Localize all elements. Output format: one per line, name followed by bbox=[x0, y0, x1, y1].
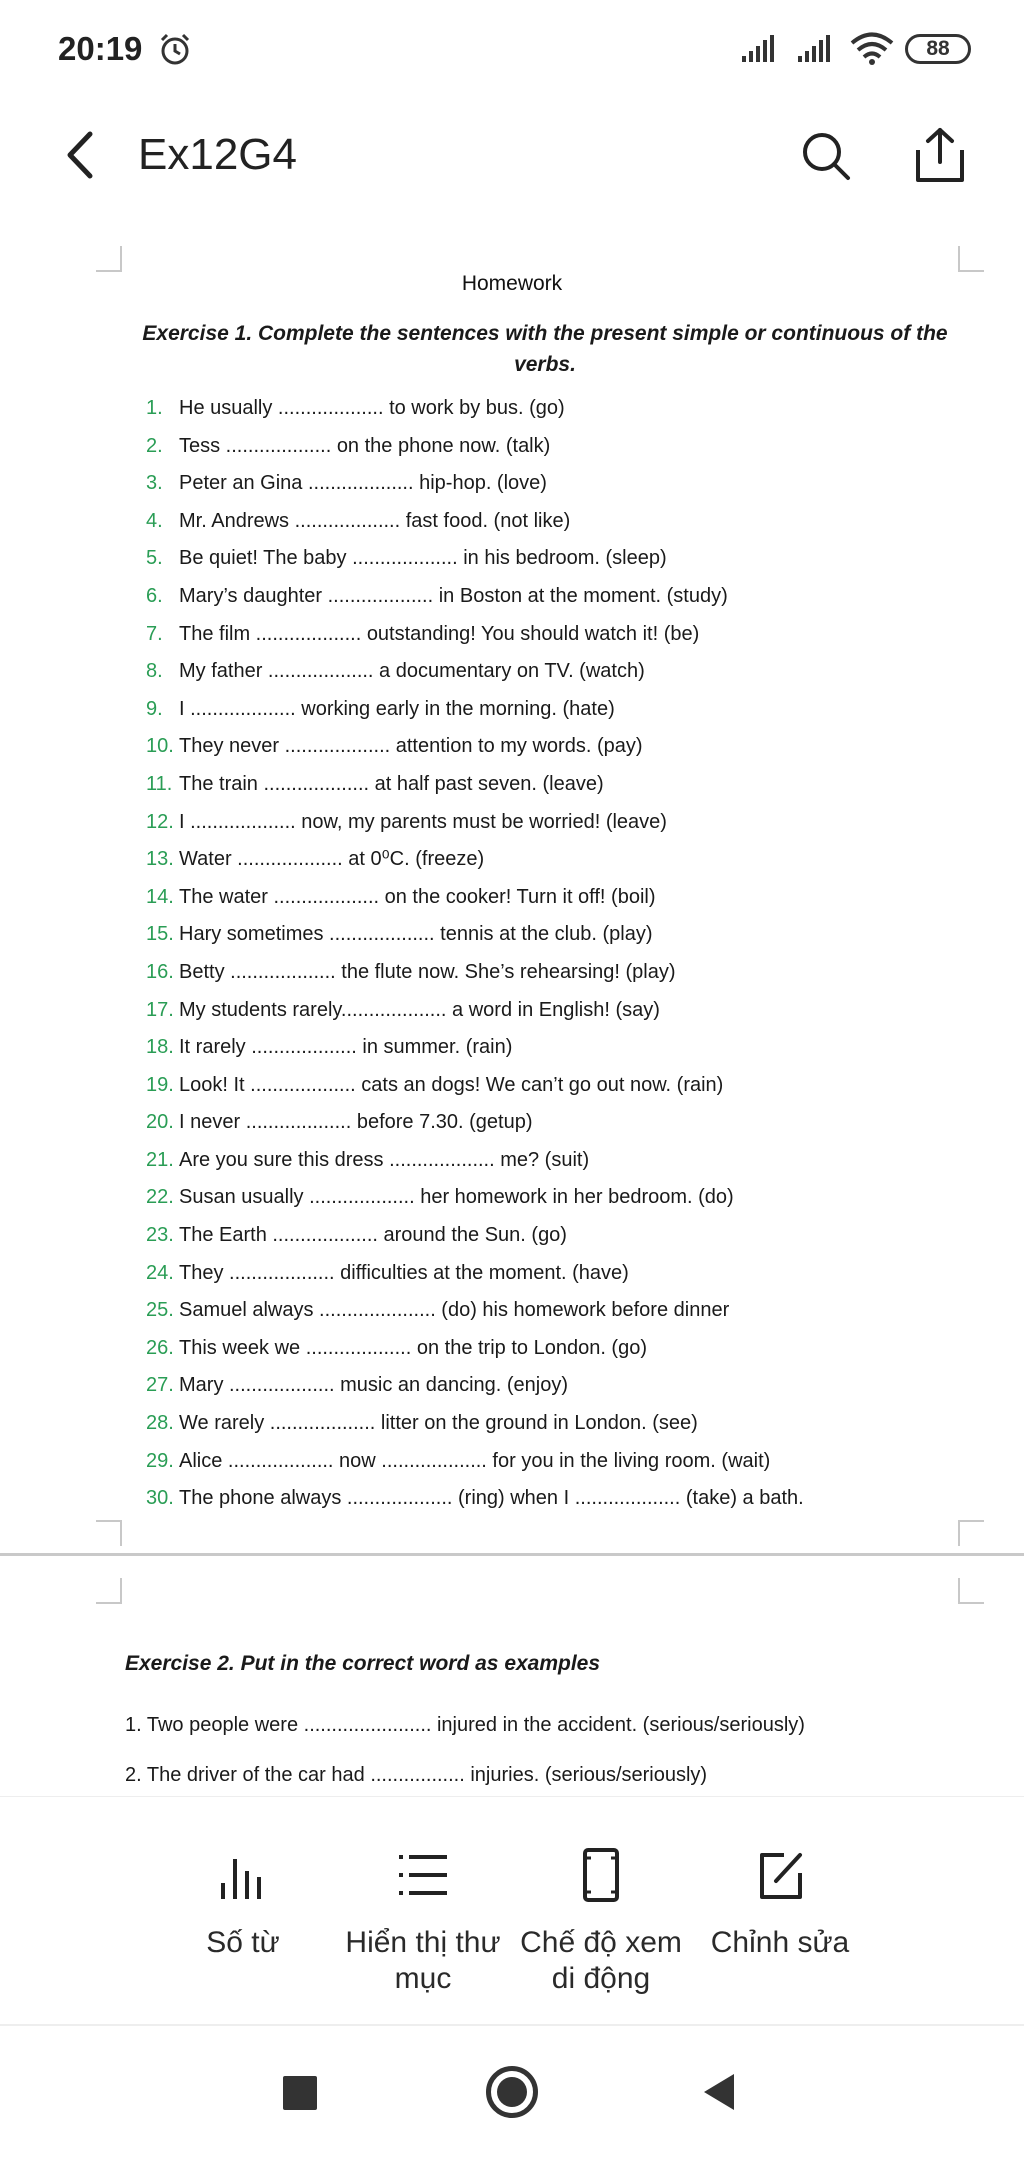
item-text: I never ................... before 7.30. (getup) bbox=[179, 1111, 533, 1134]
mobile-view-label: Chế độ xem di động bbox=[520, 1926, 682, 1995]
item-text: They never ................... attention to my words. (pay) bbox=[179, 735, 643, 758]
homework-heading: Homework bbox=[461, 272, 563, 295]
item-text: Look! It ................... cats an dogs! We can’t go out now. (rain) bbox=[179, 1073, 724, 1096]
exercise-2-item: 1. Two people were ....................... injured in the accident. (serious/seriously) bbox=[125, 1714, 805, 1736]
edit-button[interactable] bbox=[690, 1845, 870, 1961]
back-icon[interactable] bbox=[704, 2074, 734, 2110]
item-text: Mr. Andrews ................... fast food. (not like) bbox=[179, 509, 571, 532]
item-number: 21. bbox=[146, 1148, 174, 1171]
item-text: He usually ................... to work by bus. (go) bbox=[179, 397, 565, 419]
exercise-1-item bbox=[146, 578, 906, 616]
item-text: Mary’s daughter ................... in Boston at the moment. (study) bbox=[179, 584, 728, 607]
exercise-1-item bbox=[146, 1142, 906, 1180]
item-text: Be quiet! The baby ................... in his bedroom. (sleep) bbox=[179, 547, 667, 570]
exercise-2-item: 2. The driver of the car had ................. injuries. (serious/seriously) bbox=[125, 1764, 708, 1786]
exercise-1-item bbox=[146, 653, 906, 691]
mobile-view-button[interactable] bbox=[511, 1845, 691, 1997]
back-arrow-icon[interactable] bbox=[60, 130, 100, 180]
item-number: 18. bbox=[146, 1036, 174, 1059]
page-corner-mark bbox=[958, 1520, 984, 1546]
item-number: 30. bbox=[146, 1487, 174, 1510]
search-icon[interactable] bbox=[800, 130, 852, 182]
exercise-1-item bbox=[146, 1179, 906, 1217]
exercise-1-item bbox=[146, 1480, 906, 1518]
wifi-icon bbox=[850, 32, 894, 66]
exercise-1-item bbox=[146, 1405, 906, 1443]
page-corner-mark bbox=[96, 246, 122, 272]
exercise-1-item bbox=[146, 428, 906, 466]
page-corner-mark bbox=[958, 1578, 984, 1604]
signal-icon bbox=[796, 34, 836, 64]
item-text: Tess ................... on the phone now. (talk) bbox=[179, 434, 551, 457]
item-text: My students rarely................... a word in English! (say) bbox=[179, 998, 660, 1021]
item-number: 6. bbox=[146, 584, 163, 607]
item-text: Are you sure this dress ................... me? (suit) bbox=[179, 1148, 590, 1171]
item-text: The water ................... on the cooker! Turn it off! (boil) bbox=[179, 885, 656, 908]
exercise-1-item bbox=[146, 390, 906, 428]
exercise-1-item bbox=[146, 540, 906, 578]
exercise-1-item bbox=[146, 1255, 906, 1293]
exercise-1-item bbox=[146, 1367, 906, 1405]
document-page-2[interactable] bbox=[0, 1556, 1024, 1796]
exercise-1-title: Exercise 1. Complete the sentences with the present simple or continuous of the verbs. bbox=[142, 322, 948, 376]
exercise-1-item bbox=[146, 616, 906, 654]
item-text: Alice ................... now ................... for you in the living room. (wait) bbox=[179, 1449, 771, 1472]
battery-icon: 88 bbox=[905, 34, 971, 64]
item-number: 13. bbox=[146, 848, 174, 871]
item-number: 2. bbox=[146, 434, 163, 457]
item-number: 7. bbox=[146, 622, 163, 645]
edit-label: Chỉnh sửa bbox=[710, 1926, 850, 1959]
status-time: 20:19 bbox=[58, 30, 143, 67]
document-page-1[interactable] bbox=[0, 230, 1024, 1552]
page-corner-mark bbox=[96, 1520, 122, 1546]
bottom-toolbar bbox=[0, 1796, 1024, 2026]
item-text: The film ................... outstanding! You should watch it! (be) bbox=[179, 622, 700, 645]
item-text: My father ................... a documentary on TV. (watch) bbox=[179, 660, 645, 683]
home-icon[interactable] bbox=[486, 2066, 538, 2118]
item-number: 22. bbox=[146, 1186, 174, 1209]
item-number: 3. bbox=[146, 472, 163, 495]
item-number: 19. bbox=[146, 1073, 174, 1096]
item-number: 23. bbox=[146, 1224, 174, 1247]
item-number: 4. bbox=[146, 509, 163, 532]
word-count-button[interactable] bbox=[153, 1845, 333, 1961]
exercise-1-item bbox=[146, 691, 906, 729]
item-number: 8. bbox=[146, 660, 163, 683]
item-text: They ................... difficulties at the moment. (have) bbox=[179, 1261, 629, 1284]
exercise-1-item bbox=[146, 465, 906, 503]
app-header bbox=[0, 110, 1024, 200]
recents-icon[interactable] bbox=[283, 2076, 317, 2110]
item-number: 5. bbox=[146, 547, 163, 570]
item-number: 20. bbox=[146, 1111, 174, 1134]
signal-icon bbox=[740, 34, 780, 64]
item-number: 27. bbox=[146, 1374, 174, 1397]
item-number: 10. bbox=[146, 735, 174, 758]
list-icon bbox=[393, 1845, 453, 1905]
exercise-1-item bbox=[146, 954, 906, 992]
exercise-1-item bbox=[146, 804, 906, 842]
exercise-1-item bbox=[146, 1217, 906, 1255]
item-number: 15. bbox=[146, 923, 174, 946]
system-nav-bar bbox=[0, 2030, 1024, 2162]
item-text: It rarely ................... in summer. (rain) bbox=[179, 1036, 513, 1059]
item-text: Susan usually ................... her homework in her bedroom. (do) bbox=[179, 1186, 734, 1209]
mobile-view-icon bbox=[571, 1845, 631, 1905]
item-text: This week we ................... on the trip to London. (go) bbox=[179, 1336, 647, 1359]
share-icon[interactable] bbox=[914, 126, 966, 184]
item-number: 16. bbox=[146, 960, 174, 983]
exercise-1-item bbox=[146, 1029, 906, 1067]
item-number: 11. bbox=[146, 772, 173, 795]
item-number: 28. bbox=[146, 1412, 174, 1435]
item-number: 12. bbox=[146, 810, 174, 833]
show-outline-label: Hiển thị thư mục bbox=[345, 1926, 501, 1995]
document-title: Ex12G4 bbox=[138, 130, 297, 179]
exercise-1-item bbox=[146, 766, 906, 804]
item-text: Samuel always ..................... (do) his homework before dinner bbox=[179, 1299, 730, 1322]
exercise-1-list bbox=[146, 390, 906, 1518]
item-number: 25. bbox=[146, 1299, 174, 1322]
item-text: I ................... working early in the morning. (hate) bbox=[179, 697, 615, 720]
edit-icon bbox=[750, 1845, 810, 1905]
show-outline-button[interactable] bbox=[333, 1845, 513, 1997]
item-text: Hary sometimes ................... tennis at the club. (play) bbox=[179, 923, 653, 946]
page-corner-mark bbox=[958, 246, 984, 272]
word-count-label: Số từ bbox=[206, 1926, 280, 1959]
exercise-1-item bbox=[146, 1443, 906, 1481]
exercise-1-item bbox=[146, 1104, 906, 1142]
item-text: The train ................... at half past seven. (leave) bbox=[179, 772, 604, 795]
exercise-2-title: Exercise 2. Put in the correct word as examples bbox=[125, 1652, 601, 1675]
exercise-1-item bbox=[146, 916, 906, 954]
item-number: 14. bbox=[146, 885, 174, 908]
bar-chart-icon bbox=[213, 1845, 273, 1905]
item-text: Betty ................... the flute now. She’s rehearsing! (play) bbox=[179, 960, 676, 983]
item-text: Peter an Gina ................... hip-hop. (love) bbox=[179, 472, 547, 495]
item-text: The Earth ................... around the Sun. (go) bbox=[179, 1224, 567, 1247]
exercise-1-item bbox=[146, 841, 906, 879]
item-text: Water ................... at 0⁰C. (freeze) bbox=[179, 848, 485, 871]
item-number: 9. bbox=[146, 697, 163, 720]
exercise-1-item bbox=[146, 728, 906, 766]
item-text: I ................... now, my parents must be worried! (leave) bbox=[179, 810, 667, 833]
item-text: The phone always ................... (ring) when I ................... (take) a bath. bbox=[179, 1487, 804, 1510]
exercise-1-item bbox=[146, 1330, 906, 1368]
item-number: 26. bbox=[146, 1336, 174, 1359]
status-bar bbox=[0, 0, 1024, 100]
item-number: 29. bbox=[146, 1449, 174, 1472]
item-number: 24. bbox=[146, 1261, 174, 1284]
exercise-1-item bbox=[146, 1292, 906, 1330]
item-text: We rarely ................... litter on the ground in London. (see) bbox=[179, 1412, 698, 1435]
page-corner-mark bbox=[96, 1578, 122, 1604]
item-number: 1. bbox=[146, 397, 163, 419]
exercise-1-item bbox=[146, 1067, 906, 1105]
exercise-1-item bbox=[146, 503, 906, 541]
exercise-1-item bbox=[146, 879, 906, 917]
alarm-clock-icon bbox=[158, 32, 192, 66]
exercise-1-item bbox=[146, 992, 906, 1030]
exercise-2-list bbox=[125, 1700, 805, 1800]
item-number: 17. bbox=[146, 998, 174, 1021]
item-text: Mary ................... music an dancing. (enjoy) bbox=[179, 1374, 569, 1397]
